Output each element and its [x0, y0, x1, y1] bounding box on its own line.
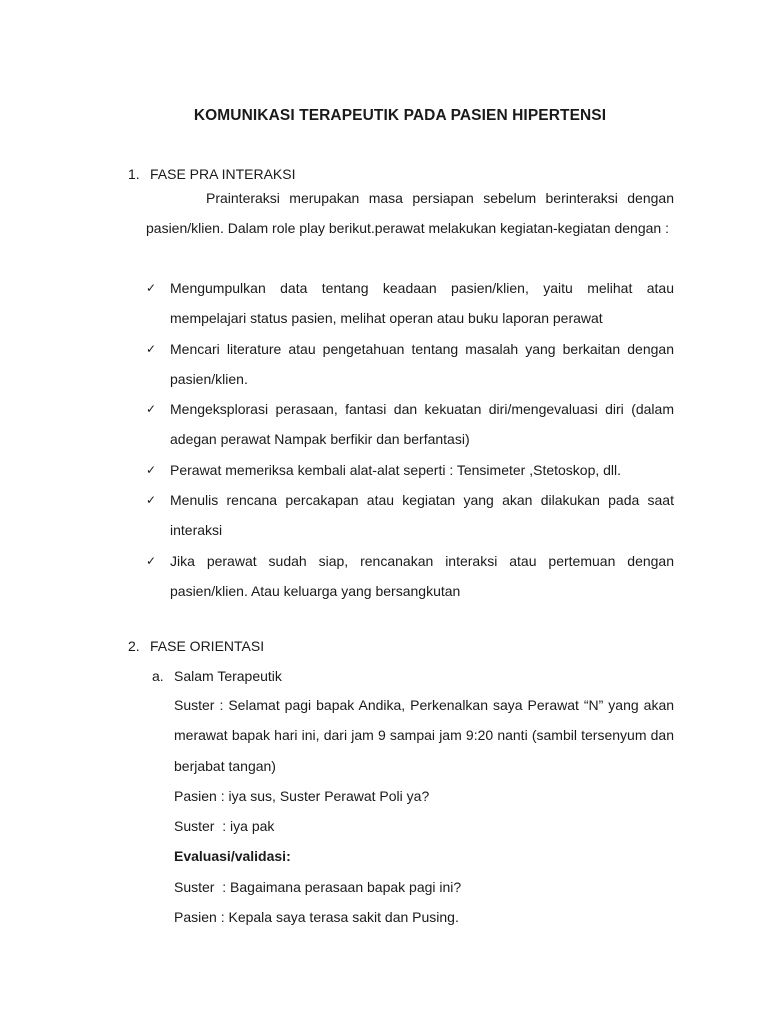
- checkmark-icon: ✓: [146, 493, 157, 508]
- dialog-speaker: Suster :: [174, 697, 224, 713]
- checkmark-icon: ✓: [146, 462, 157, 477]
- section-2-title: FASE ORIENTASI: [150, 638, 265, 654]
- list-item: [146, 455, 674, 485]
- subsection-a-title: Salam Terapeutik: [174, 668, 282, 684]
- section-1-bullet-list: [146, 273, 674, 606]
- dialog-speaker: Suster :: [174, 878, 227, 895]
- list-item-text: Jika perawat sudah siap, rencanakan interaksi atau pertemuan dengan pasien/klien. Atau keluarga yang bersangkutan: [170, 552, 674, 599]
- section-1-intro-text: Prainteraksi merupakan masa persiapan sebelum berinteraksi dengan pasien/klien. Dalam role play berikut.perawat melakukan kegiatan-kegiatan dengan :: [146, 190, 674, 237]
- dialog-line: [174, 902, 674, 932]
- dialog-line: [174, 811, 674, 841]
- checkmark-icon: ✓: [146, 553, 157, 568]
- section-2-heading: [128, 638, 264, 654]
- dialog-speaker: Suster :: [174, 818, 227, 835]
- section-1-intro: [146, 183, 674, 244]
- document-title: KOMUNIKASI TERAPEUTIK PADA PASIEN HIPERTENSI: [193, 107, 607, 124]
- list-item-text: Mengumpulkan data tentang keadaan pasien/klien, yaitu melihat atau mempelajari status pasien, melihat operan atau buku laporan perawat: [170, 280, 674, 327]
- dialog-speaker: Pasien :: [174, 909, 225, 926]
- list-item: [146, 394, 674, 455]
- list-item: [146, 273, 674, 334]
- list-item: [146, 485, 674, 546]
- dialog-line: [174, 690, 674, 781]
- subsection-a-heading: [152, 668, 282, 684]
- dialog-text: Kepala saya terasa sakit dan Pusing.: [228, 909, 459, 926]
- evaluation-heading: Evaluasi/validasi:: [174, 848, 291, 865]
- dialog-text: Selamat pagi bapak Andika, Perkenalkan saya Perawat “N” yang akan merawat bapak hari ini, dari jam 9 sampai jam 9:20 nanti (sambil tersenyum dan berjabat tangan): [174, 697, 675, 774]
- list-item-text: Mengeksplorasi perasaan, fantasi dan kekuatan diri/mengevaluasi diri (dalam adegan perawat Nampak berfikir dan berfantasi): [170, 401, 674, 448]
- list-item: [146, 546, 674, 607]
- section-1-heading: [128, 166, 296, 182]
- dialog-line: [174, 781, 674, 811]
- list-item: [146, 334, 674, 395]
- section-1-title: FASE PRA INTERAKSI: [150, 166, 296, 182]
- subsection-a-letter: a.: [152, 668, 164, 684]
- dialog-text: Bagaimana perasaan bapak pagi ini?: [230, 878, 462, 895]
- dialog-text: iya pak: [230, 818, 275, 835]
- checkmark-icon: ✓: [146, 341, 157, 356]
- list-item-text: Mencari literature atau pengetahuan tentang masalah yang berkaitan dengan pasien/klien.: [170, 340, 674, 387]
- section-2-number: 2.: [128, 638, 140, 654]
- dialog-text: iya sus, Suster Perawat Poli ya?: [228, 787, 430, 804]
- dialog-block: [174, 690, 674, 932]
- dialog-line: [174, 872, 674, 902]
- checkmark-icon: ✓: [146, 402, 157, 417]
- section-1-number: 1.: [128, 166, 140, 182]
- list-item-text: Menulis rencana percakapan atau kegiatan yang akan dilakukan pada saat interaksi: [170, 492, 674, 539]
- checkmark-icon: ✓: [146, 281, 157, 295]
- list-item-text: Perawat memeriksa kembali alat-alat seperti : Tensimeter ,Stetoskop, dll.: [170, 461, 622, 478]
- dialog-speaker: Pasien :: [174, 787, 225, 804]
